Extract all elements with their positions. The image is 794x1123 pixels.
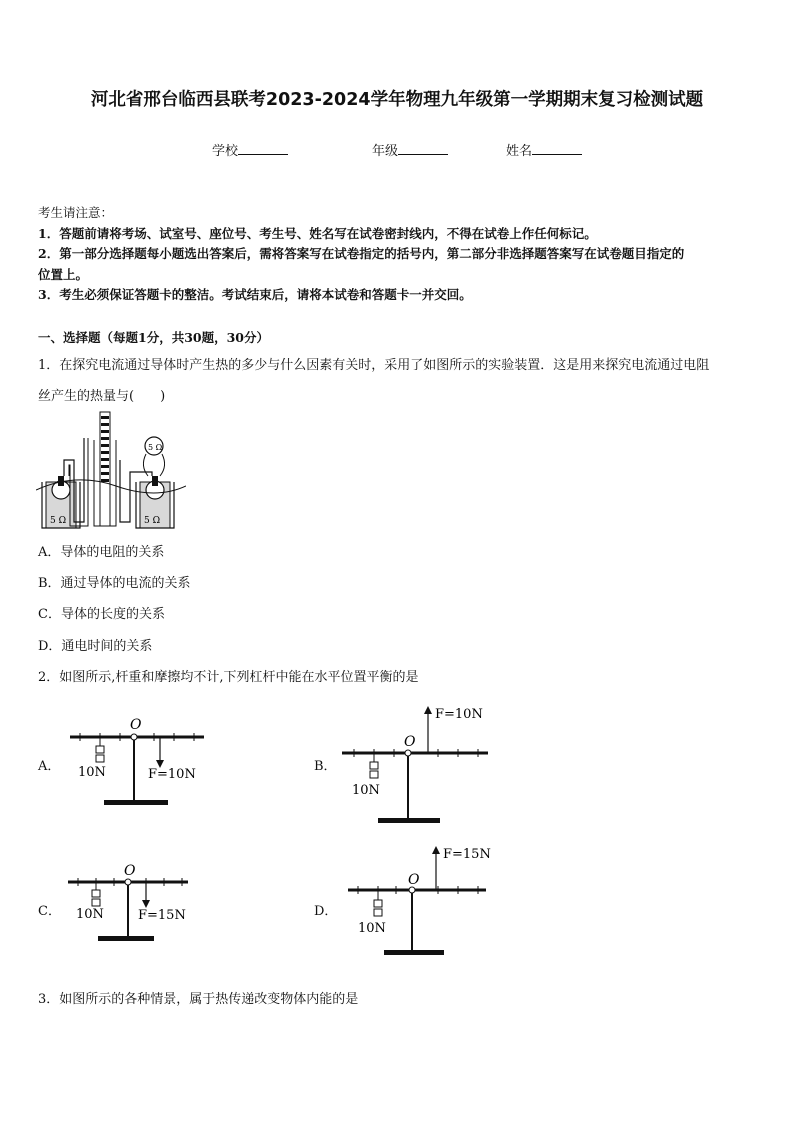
pivot-label: O xyxy=(408,872,420,888)
grade-field[interactable] xyxy=(372,140,448,159)
force-label: F=10N xyxy=(435,707,483,722)
lever-a-label[interactable]: A． xyxy=(38,759,61,774)
question-1-line-2: 丝产生的热量与( ) xyxy=(38,389,166,404)
school-label: 学校 xyxy=(212,144,239,159)
option-b[interactable]: B．通过导体的电流的关系 xyxy=(38,576,191,591)
name-label: 姓名 xyxy=(506,144,533,159)
note-item: 3．考生必须保证答题卡的整洁。考试结束后，请将本试卷和答题卡一并交回。 xyxy=(38,287,472,302)
school-field[interactable] xyxy=(212,140,288,159)
question-1-line-1: 1．在探究电流通过导体时产生热的多少与什么因素有关时，采用了如图所示的实验装置．这是用来探究电流通过电阻 xyxy=(38,358,710,373)
weight-label: 10N xyxy=(78,765,106,780)
resistor-label-right: 5 Ω xyxy=(144,516,161,526)
resistor-label-top: 5 Ω xyxy=(148,443,163,452)
lever-c-figure xyxy=(64,862,214,952)
lever-d-figure xyxy=(344,840,504,964)
pivot-label: O xyxy=(124,863,136,879)
weight-label: 10N xyxy=(352,783,380,798)
notes-header: 考生请注意： xyxy=(38,205,114,220)
pivot-label: O xyxy=(130,717,142,733)
question-3-text: 3．如图所示的各种情景，属于热传递改变物体内能的是 xyxy=(38,992,359,1007)
force-label: F=15N xyxy=(138,908,186,923)
option-c[interactable]: C．导体的长度的关系 xyxy=(38,607,165,622)
resistor-label-left: 5 Ω xyxy=(50,516,67,526)
force-label: F=10N xyxy=(148,767,196,782)
lever-b-label[interactable]: B． xyxy=(314,759,337,774)
weight-label: 10N xyxy=(358,921,386,936)
grade-label: 年级 xyxy=(372,144,399,159)
page-title: 河北省邢台临西县联考2023-2024学年物理九年级第一学期期末复习检测试题 xyxy=(90,90,704,110)
lever-b-figure xyxy=(338,700,498,830)
exam-notes xyxy=(38,203,762,306)
pivot-label: O xyxy=(404,734,416,750)
joule-heat-apparatus-figure xyxy=(36,410,186,532)
note-item: 2．第一部分选择题每小题选出答案后，需将答案写在试卷指定的括号内，第二部分非选择题答案写在试卷题目指定的 xyxy=(38,246,685,261)
question-2-text: 2．如图所示,杆重和摩擦均不计,下列杠杆中能在水平位置平衡的是 xyxy=(38,670,419,685)
option-a[interactable]: A．导体的电阻的关系 xyxy=(38,545,165,560)
lever-c-label[interactable]: C． xyxy=(38,904,61,919)
force-label: F=15N xyxy=(443,847,491,862)
option-d[interactable]: D．通电时间的关系 xyxy=(38,639,153,654)
weight-label: 10N xyxy=(76,907,104,922)
note-item: 位置上。 xyxy=(38,266,89,282)
note-item: 1．答题前请将考场、试室号、座位号、考生号、姓名写在试卷密封线内，不得在试卷上作任何标记。 xyxy=(38,225,597,241)
lever-d-label[interactable]: D． xyxy=(314,904,338,919)
section-heading: 一、选择题（每题1分，共30题，30分） xyxy=(38,330,269,345)
lever-a-figure xyxy=(66,714,216,814)
name-field[interactable] xyxy=(506,140,582,159)
